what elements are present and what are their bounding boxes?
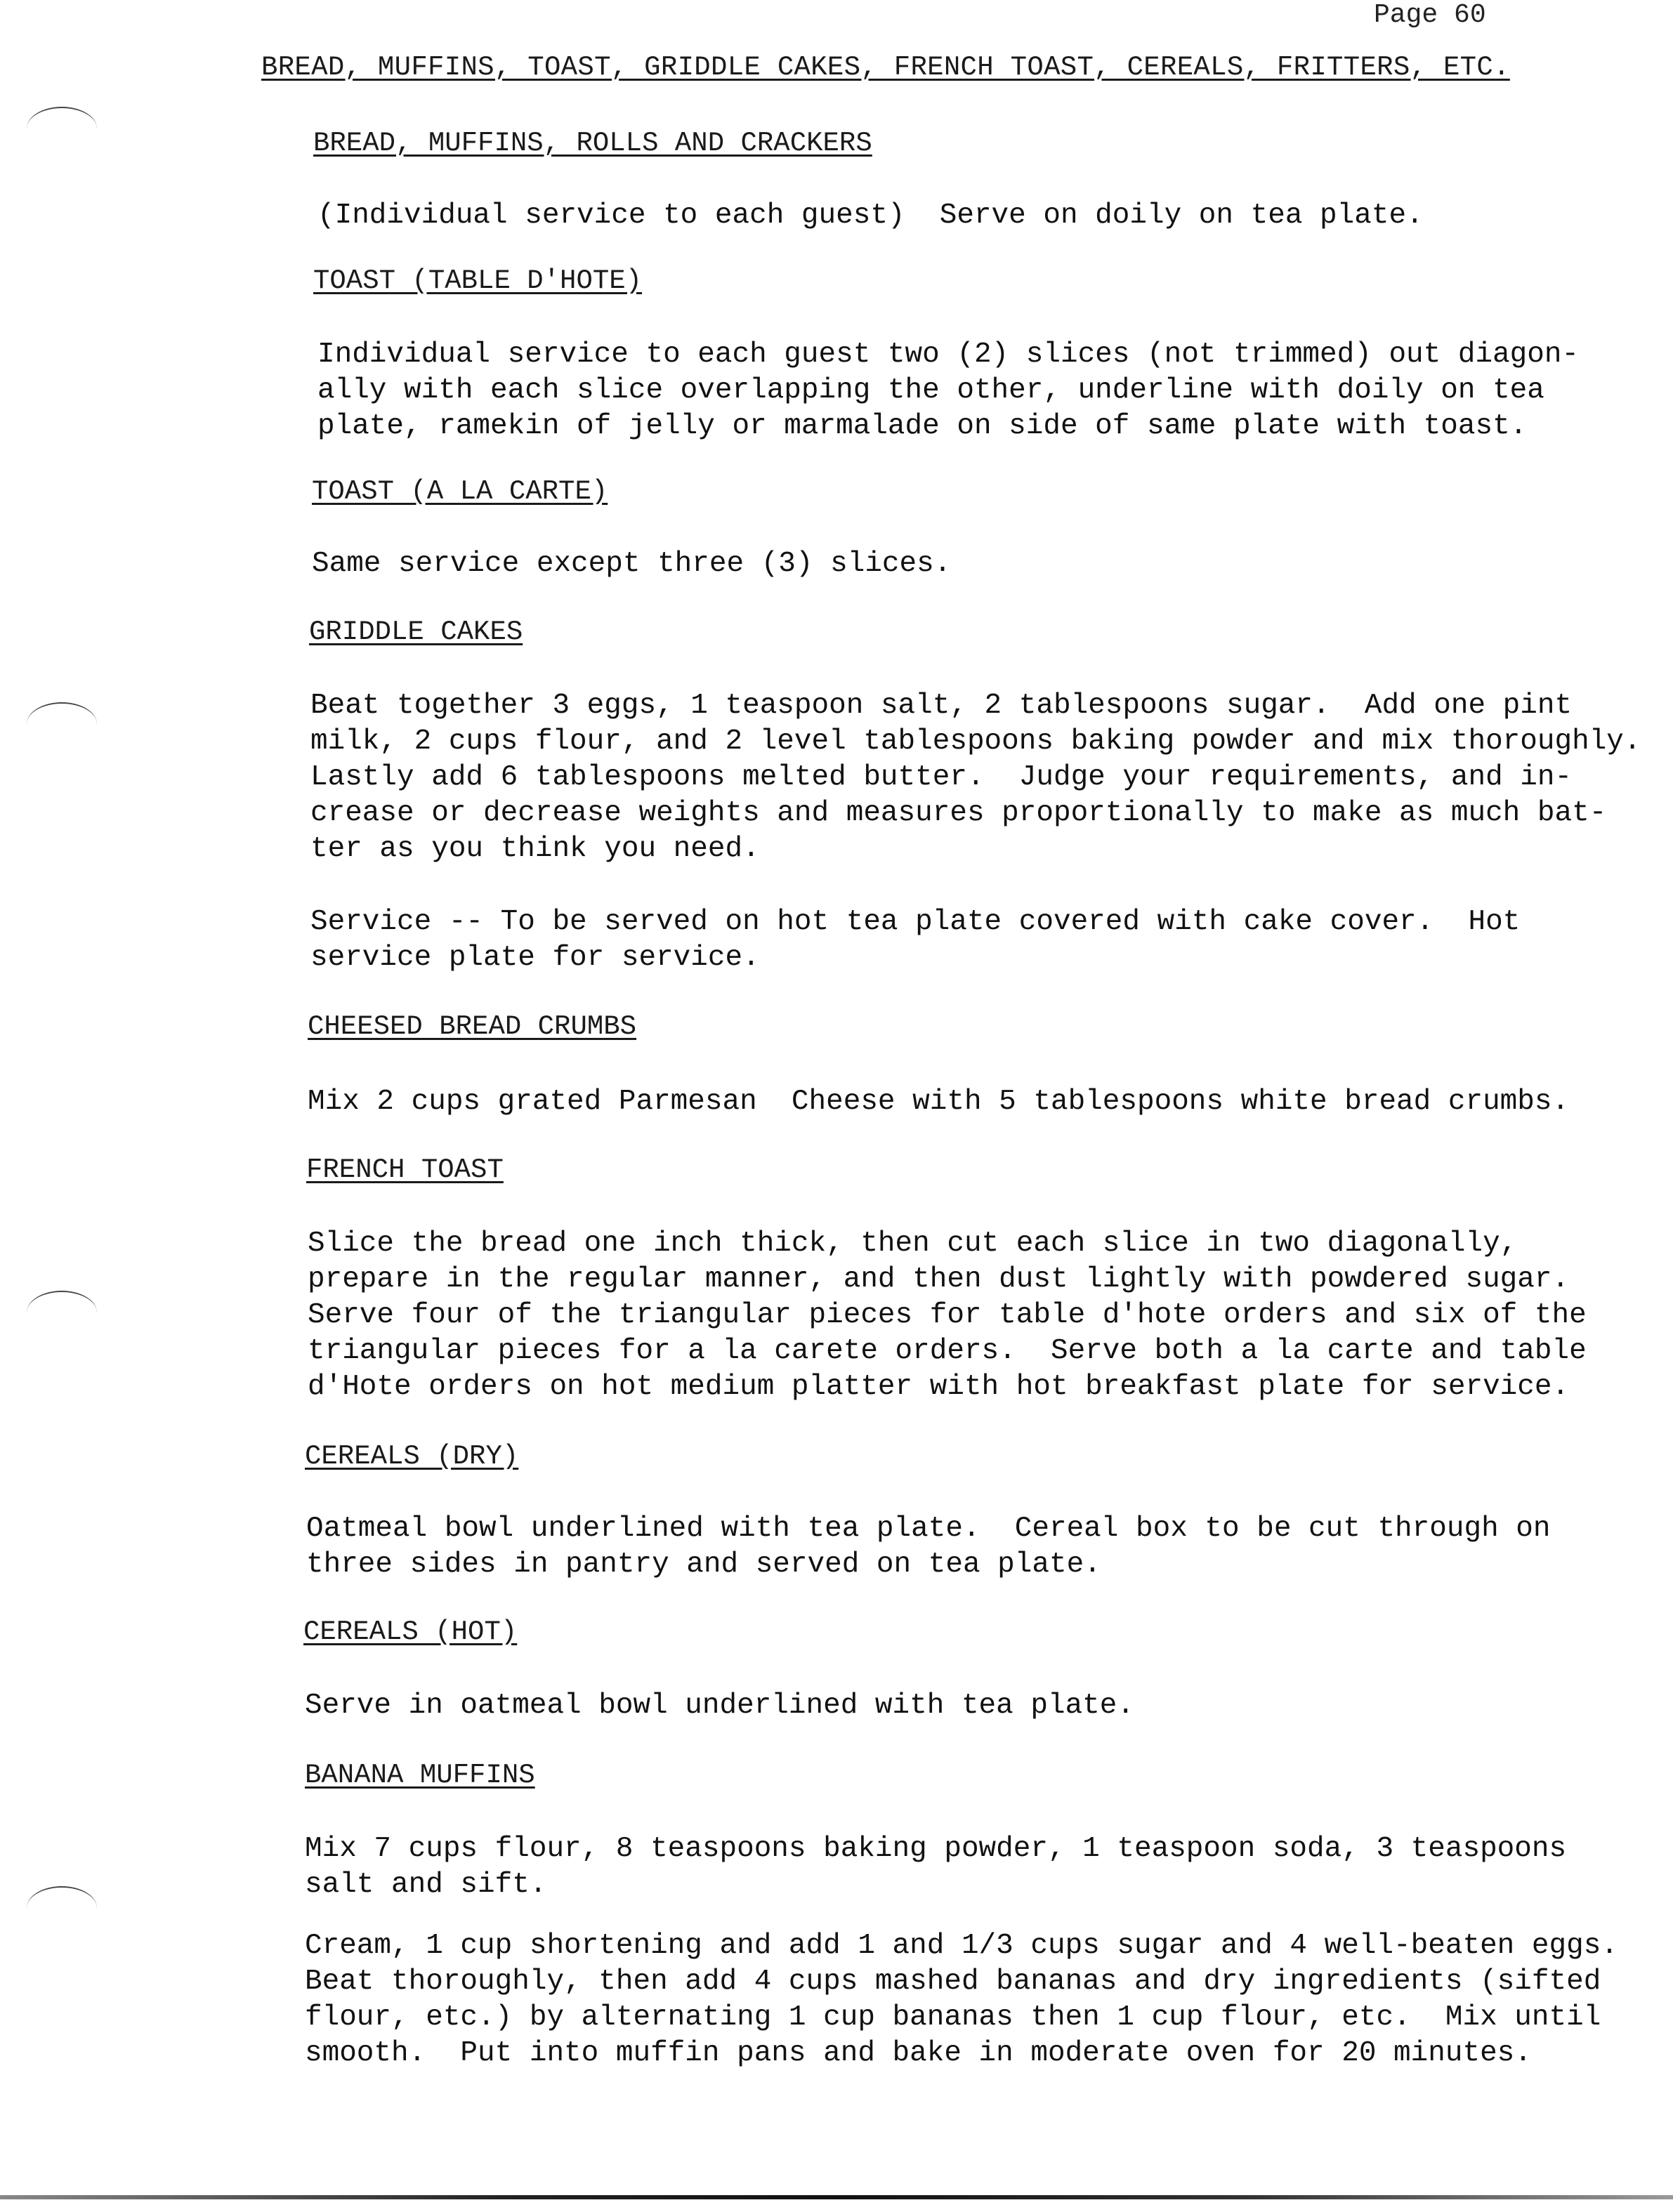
section-paragraph: Cream, 1 cup shortening and add 1 and 1/3 cups sugar and 4 well-beaten eggs. Beat thoroughly, then add 4 cups mashed bananas and dry ingredients (sifted flour, etc.) by alternating 1 cup bananas then 1 cup flour, etc. Mix until smooth. Put into muffin pans and bake in moderate oven for 20 minutes. — [305, 1930, 1618, 2069]
section-paragraph: Mix 2 cups grated Parmesan Cheese with 5 tablespoons white bread crumbs. — [308, 1086, 1570, 1118]
section-paragraph: Same service except three (3) slices. — [312, 548, 952, 580]
section-heading: CEREALS (DRY) — [305, 1441, 519, 1472]
section-heading: BREAD, MUFFINS, ROLLS AND CRACKERS — [313, 128, 872, 159]
punch-hole-mark — [27, 1291, 97, 1334]
section-heading: FRENCH TOAST — [306, 1154, 504, 1185]
section-heading: TOAST (A LA CARTE) — [312, 476, 608, 507]
section-paragraph: Mix 7 cups flour, 8 teaspoons baking powder, 1 teaspoon soda, 3 teaspoons salt and sift. — [305, 1833, 1567, 1901]
section-paragraph: Slice the bread one inch thick, then cut each slice in two diagonally, prepare in the regular manner, and then dust lightly with powdered sugar. Serve four of the triangular pieces for table d'hote orders and six of the triangular pieces for a la carete orders. Serve both a la carte and table d'Hote orders on hot medium platter with hot breakfast plate for service. — [308, 1227, 1587, 1403]
section-paragraph: Beat together 3 eggs, 1 teaspoon salt, 2 tablespoons sugar. Add one pint milk, 2 cups flour, and 2 level tablespoons baking powder and mix thoroughly. Lastly add 6 tablespoons melted butter. Judge your requirements, and in- crease or decrease weights and measures proportionally to make as much bat- ter as you think you need. — [310, 690, 1641, 865]
section-paragraph: Oatmeal bowl underlined with tea plate. Cereal box to be cut through on three sides in pantry and served on tea plate. — [306, 1513, 1551, 1581]
section-heading: BANANA MUFFINS — [305, 1760, 535, 1791]
page-title: BREAD, MUFFINS, TOAST, GRIDDLE CAKES, FRENCH TOAST, CEREALS, FRITTERS, ETC. — [261, 52, 1510, 83]
section-heading: CHEESED BREAD CRUMBS — [308, 1011, 637, 1042]
section-paragraph: Serve in oatmeal bowl underlined with tea plate. — [305, 1690, 1134, 1722]
section-heading: GRIDDLE CAKES — [309, 617, 523, 647]
bottom-edge-line — [0, 2195, 1673, 2199]
punch-hole-mark — [27, 1886, 97, 1930]
page-number: Page 60 — [1374, 0, 1486, 30]
section-paragraph: Individual service to each guest two (2) slices (not trimmed) out diagon- ally with each slice overlapping the other, underline with doily on tea plate, ramekin of jelly or marmalade on side of same plate with toast. — [317, 338, 1580, 442]
punch-hole-mark — [27, 702, 97, 746]
punch-hole-mark — [27, 107, 97, 150]
section-paragraph: Service -- To be served on hot tea plate covered with cake cover. Hot service plate for service. — [310, 906, 1521, 974]
section-heading: CEREALS (HOT) — [303, 1617, 518, 1647]
section-paragraph: (Individual service to each guest) Serve on doily on tea plate. — [317, 199, 1424, 232]
section-heading: TOAST (TABLE D'HOTE) — [313, 265, 643, 296]
